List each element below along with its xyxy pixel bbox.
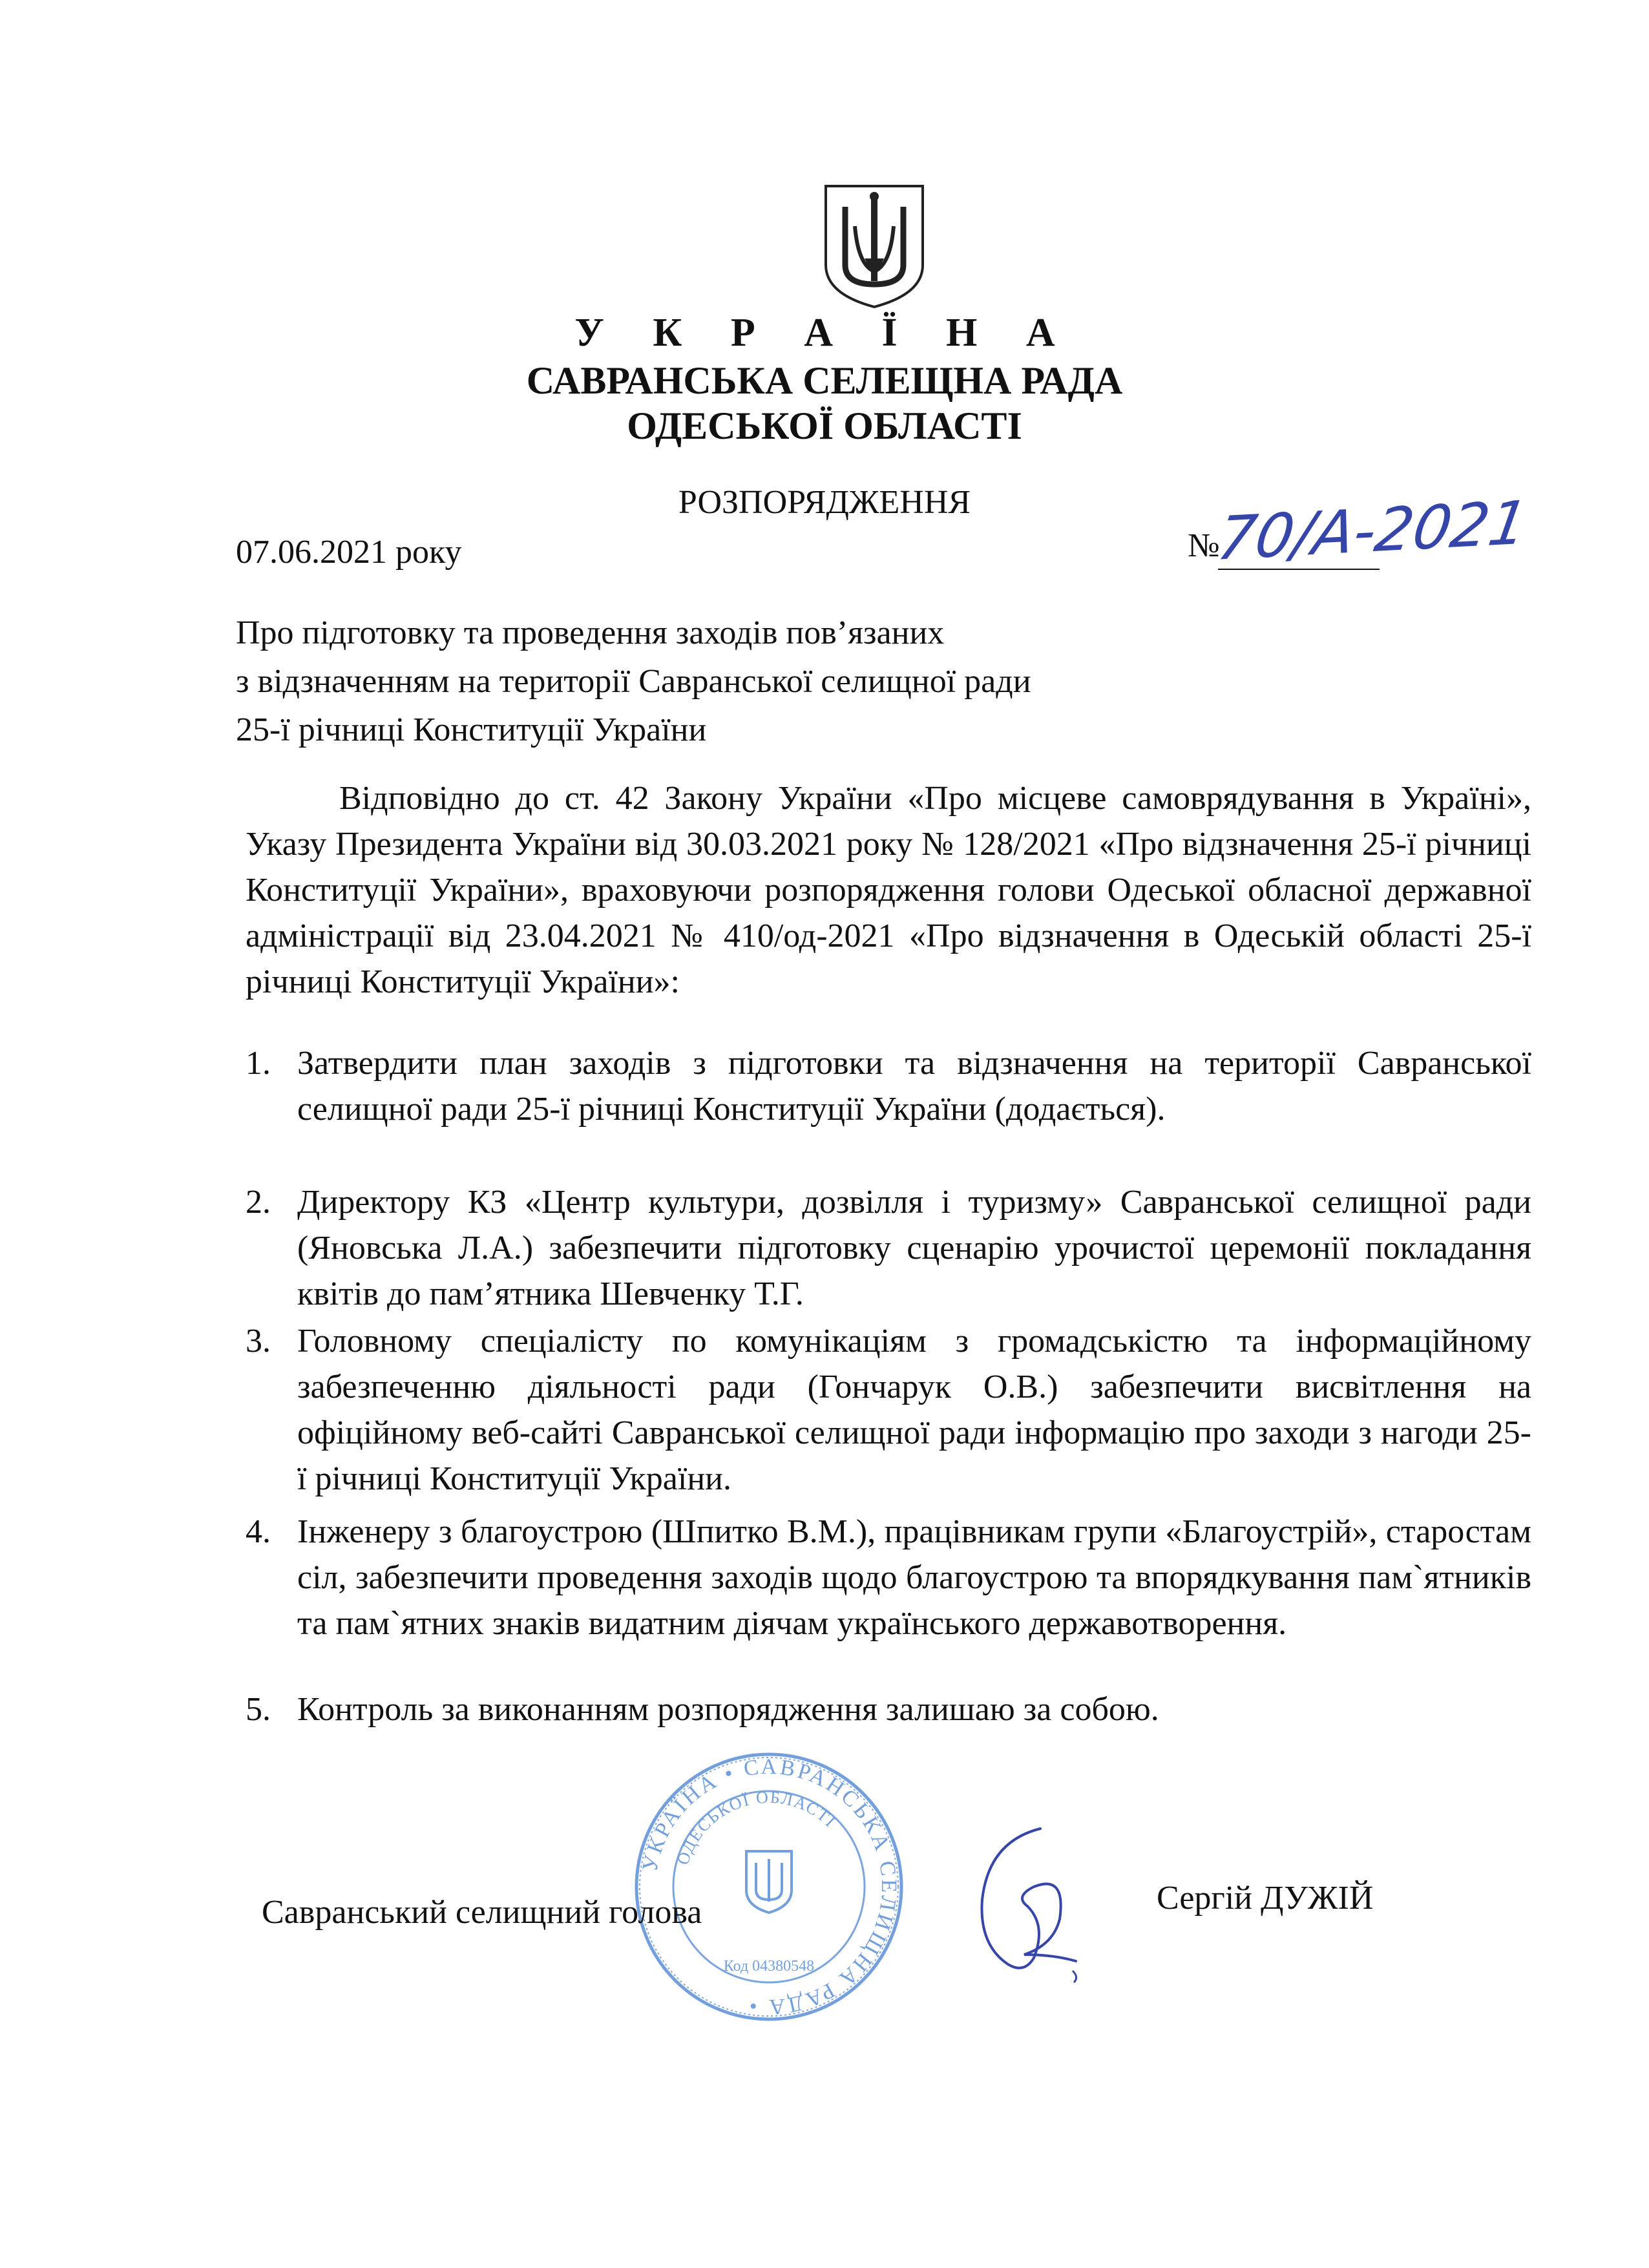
svg-text:УКРАЇНА • САВРАНСЬКА СЕЛИЩНА Р: УКРАЇНА • САВРАНСЬКА СЕЛИЩНА РАДА •	[638, 1754, 901, 2019]
handwritten-signature	[963, 1816, 1111, 1984]
list-item	[246, 1686, 1531, 1732]
region-name: ОДЕСЬКОЇ ОБЛАСТІ	[627, 404, 1022, 447]
document-number-sign: №	[1188, 527, 1220, 564]
signatory-name: Сергій ДУЖІЙ	[1157, 1880, 1374, 1916]
list-item-number: 3.	[246, 1323, 271, 1360]
list-item-number: 4.	[246, 1513, 271, 1550]
svg-text:ОДЕСЬКОЇ ОБЛАСТІ: ОДЕСЬКОЇ ОБЛАСТІ	[673, 1787, 840, 1867]
preamble-paragraph: Відповідно до ст. 42 Закону України «Про місцеве самоврядування в Україні», Указу Президента України від 30.03.2021 року № 128/2021 «Про відзначення 25-ї річниці Конституції України», враховуючи розпорядження голови Одеської обласної державної адміністрації від 23.04.2021 № 410/од-2021 «Про відзначення в Одеській області 25-ї річниці Конституції України»:	[246, 780, 1531, 1000]
list-item	[246, 1179, 1531, 1317]
list-item	[246, 1509, 1531, 1646]
list-item-text: Затвердити план заходів з підготовки та відзначення на території Савранської селищної ради 25-ї річниці Конституції України (додається).	[297, 1045, 1531, 1128]
list-item-text: Директору КЗ «Центр культури, дозвілля і туризму» Савранської селищної ради (Яновська Л.А.) забезпечити підготовку сценарію урочистої церемонії покладання квітів до пам’ятника Шевченку Т.Г.	[297, 1184, 1531, 1312]
list-item-text: Контроль за виконанням розпорядження залишаю за собою.	[297, 1691, 1159, 1728]
council-name: САВРАНСЬКА СЕЛЕЩНА РАДА	[526, 359, 1123, 402]
list-item	[246, 1318, 1531, 1502]
document-date: 07.06.2021 року	[236, 534, 462, 571]
list-item	[246, 1040, 1531, 1132]
signatory-position: Савранський селищний голова	[262, 1894, 702, 1931]
list-item-number: 5.	[246, 1691, 271, 1728]
subject-line-1: Про підготовку та проведення заходів пов’язаних	[236, 614, 945, 651]
coat-of-arms-icon	[819, 181, 929, 310]
subject-line-2: з відзначенням на території Савранської селищної ради	[236, 663, 1031, 700]
country-name: У К Р А Ї Н А	[574, 311, 1075, 355]
list-item-number: 2.	[246, 1184, 271, 1221]
official-stamp	[630, 1748, 908, 2026]
document-number-handwritten: 70/А-2021	[1212, 487, 1533, 574]
list-item-text: Інженеру з благоустрою (Шпитко В.М.), працівникам групи «Благоустрій», старостам сіл, забезпечити проведення заходів щодо благоустрою та впорядкування пам`ятників та пам`ятних знаків видатним діячам українського державотворення.	[297, 1513, 1531, 1642]
svg-text:Код 04380548: Код 04380548	[723, 1958, 815, 1975]
subject-line-3: 25-ї річниці Конституції України	[236, 711, 707, 748]
document-type: РОЗПОРЯДЖЕННЯ	[678, 484, 971, 521]
list-item-text: Головному спеціалісту по комунікаціям з громадськістю та інформаційному забезпеченню діяльності ради (Гончарук О.В.) забезпечити висвітлення на офіційному веб-сайті Савранської селищної ради інформацію про заходи з нагоди 25-ї річниці Конституції України.	[297, 1323, 1531, 1497]
list-item-number: 1.	[246, 1045, 271, 1082]
